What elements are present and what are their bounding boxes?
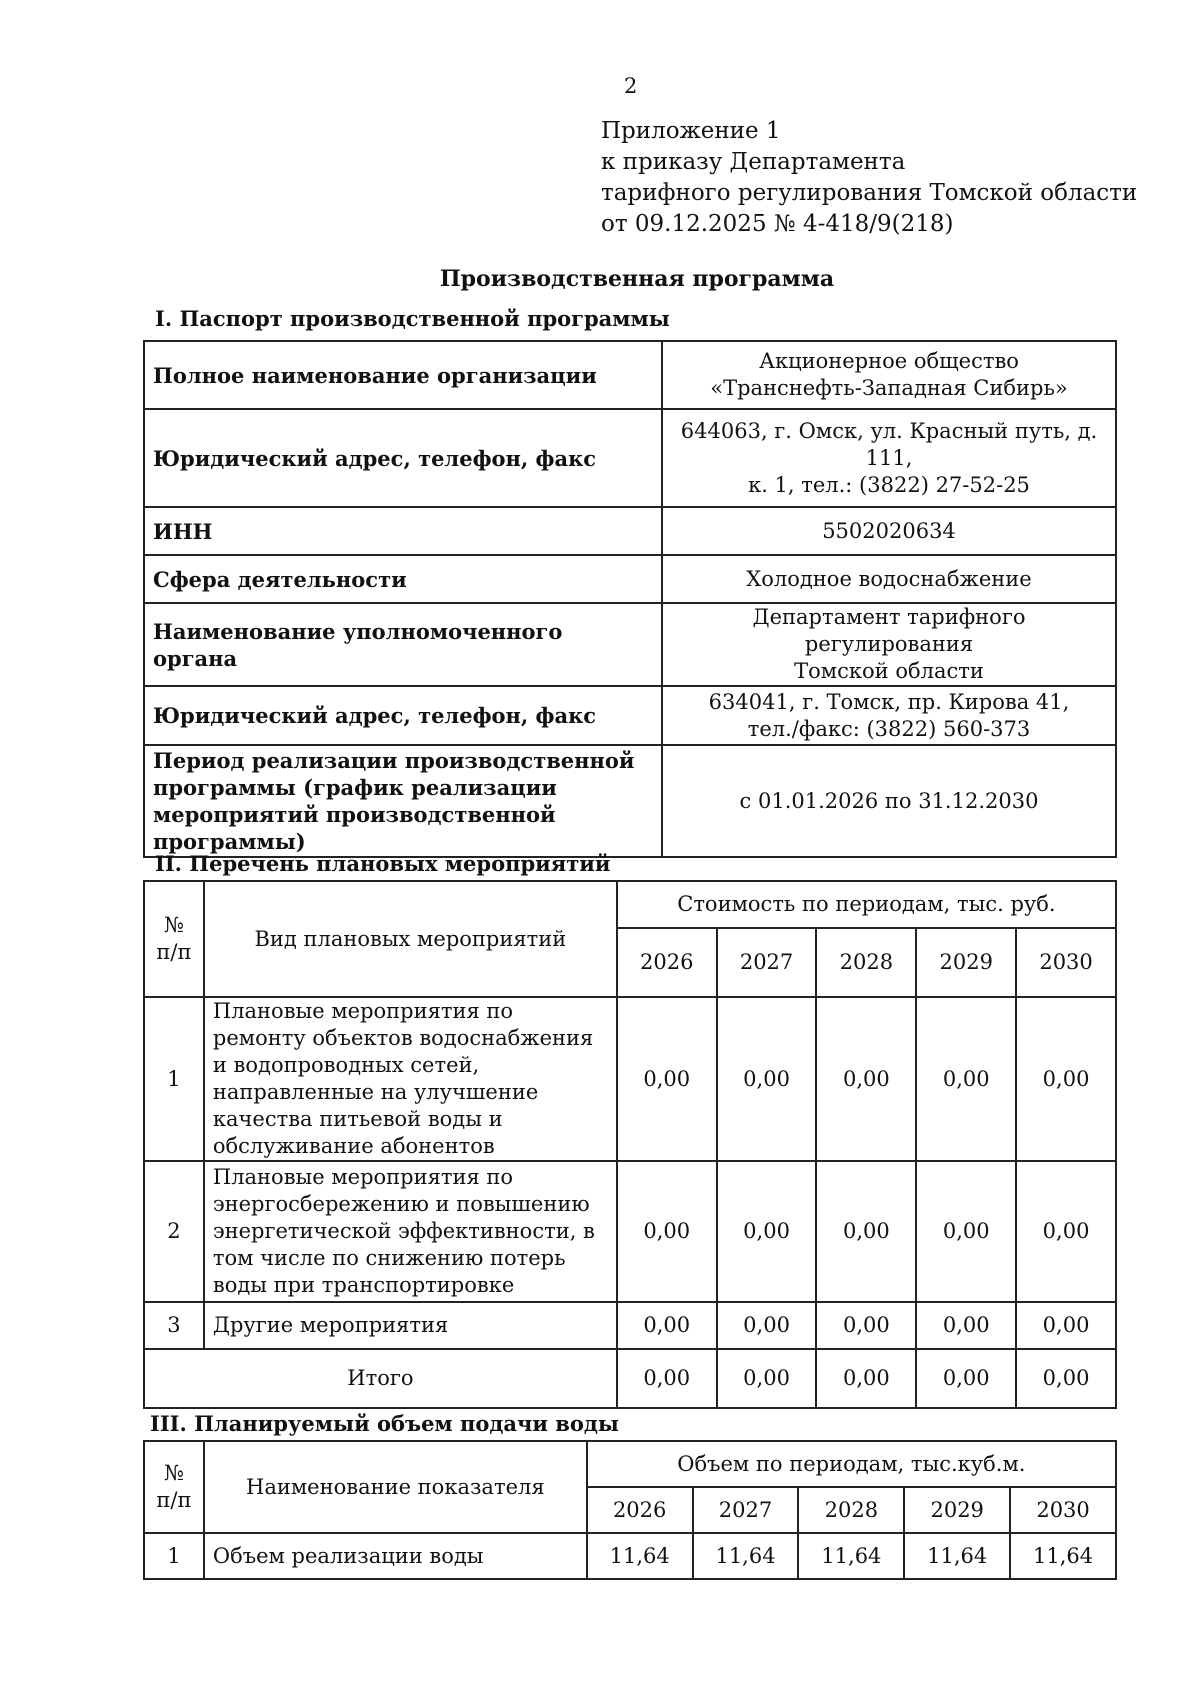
table-header-row (144, 881, 1116, 928)
column-header-cost: Стоимость по периодам, тыс. руб. (617, 881, 1116, 928)
appendix-line: Приложение 1 (601, 118, 781, 144)
cost-cell: 0,00 (816, 997, 916, 1161)
passport-label: Полное наименование организации (144, 341, 662, 409)
table-row (144, 745, 1116, 857)
year-header: 2026 (617, 928, 717, 997)
total-cell: 0,00 (717, 1349, 817, 1408)
passport-label: Наименование уполномоченного органа (144, 603, 662, 686)
passport-table (143, 340, 1117, 858)
cost-cell: 0,00 (916, 997, 1016, 1161)
row-number: 2 (144, 1161, 204, 1302)
cost-cell: 0,00 (816, 1302, 916, 1349)
column-header-number: № п/п (144, 1441, 204, 1533)
cost-cell: 0,00 (916, 1161, 1016, 1302)
appendix-line: к приказу Департамента (601, 149, 906, 175)
year-header: 2028 (798, 1487, 904, 1533)
passport-value: 5502020634 (662, 507, 1116, 555)
volume-cell: 11,64 (1010, 1533, 1116, 1579)
year-header: 2029 (916, 928, 1016, 997)
table-row (144, 507, 1116, 555)
year-header: 2030 (1010, 1487, 1116, 1533)
cost-cell: 0,00 (617, 1161, 717, 1302)
value-line: «Транснефть-Западная Сибирь» (710, 376, 1068, 400)
table-row (144, 555, 1116, 603)
passport-value (662, 603, 1116, 686)
row-description: Плановые мероприятия по ремонту объектов водоснабжения и водопроводных сетей, направленные на улучшение качества питьевой воды и обслуживание абонентов (204, 997, 617, 1161)
passport-label: Юридический адрес, телефон, факс (144, 409, 662, 507)
section-2-title: II. Перечень плановых мероприятий (155, 851, 611, 876)
value-line: к. 1, тел.: (3822) 27-52-25 (748, 472, 1030, 497)
appendix-block (601, 116, 1137, 240)
table-total-row (144, 1349, 1116, 1408)
row-description: Плановые мероприятия по энергосбережению и повышению энергетической эффективности, в том числе по снижению потерь воды при транспортировке (204, 1161, 617, 1302)
column-header-description: Вид плановых мероприятий (204, 881, 617, 997)
cost-cell: 0,00 (617, 1302, 717, 1349)
cost-cell: 0,00 (916, 1302, 1016, 1349)
year-header: 2030 (1016, 928, 1116, 997)
page-number: 2 (624, 74, 638, 98)
planned-measures-table (143, 880, 1117, 1409)
passport-value (662, 341, 1116, 409)
table-row (144, 997, 1116, 1161)
table-row (144, 686, 1116, 745)
passport-label: Сфера деятельности (144, 555, 662, 603)
value-line: 644063, г. Омск, ул. Красный путь, д. 111, (680, 418, 1098, 470)
cost-cell: 0,00 (1016, 997, 1116, 1161)
appendix-line: от 09.12.2025 № 4-418/9(218) (601, 211, 954, 237)
column-header-volume: Объем по периодам, тыс.куб.м. (587, 1441, 1116, 1487)
year-header: 2027 (717, 928, 817, 997)
row-number: 1 (144, 997, 204, 1161)
cost-cell: 0,00 (617, 997, 717, 1161)
table-row (144, 409, 1116, 507)
table-row (144, 1161, 1116, 1302)
volume-cell: 11,64 (904, 1533, 1010, 1579)
year-header: 2027 (693, 1487, 799, 1533)
passport-value (662, 409, 1116, 507)
cost-cell: 0,00 (816, 1161, 916, 1302)
value-line: Акционерное общество (759, 349, 1019, 373)
year-header: 2026 (587, 1487, 693, 1533)
cost-cell: 0,00 (1016, 1161, 1116, 1302)
passport-label: Юридический адрес, телефон, факс (144, 686, 662, 745)
table-row (144, 603, 1116, 686)
column-header-number: № п/п (144, 881, 204, 997)
table-row (144, 1302, 1116, 1349)
value-line: 634041, г. Томск, пр. Кирова 41, (708, 689, 1070, 714)
cost-cell: 0,00 (717, 997, 817, 1161)
row-description: Объем реализации воды (204, 1533, 587, 1579)
year-header: 2028 (816, 928, 916, 997)
appendix-line: тарифного регулирования Томской области (601, 180, 1138, 206)
passport-value: Холодное водоснабжение (662, 555, 1116, 603)
row-description: Другие мероприятия (204, 1302, 617, 1349)
cost-cell: 0,00 (1016, 1302, 1116, 1349)
row-number: 3 (144, 1302, 204, 1349)
section-3-title: III. Планируемый объем подачи воды (150, 1411, 619, 1436)
year-header: 2029 (904, 1487, 1010, 1533)
passport-label: Период реализации производственной программы (график реализации мероприятий производственной программы) (144, 745, 662, 857)
cost-cell: 0,00 (717, 1161, 817, 1302)
value-line: Департамент тарифного регулирования (752, 605, 1026, 656)
volume-cell: 11,64 (798, 1533, 904, 1579)
total-cell: 0,00 (1016, 1349, 1116, 1408)
total-cell: 0,00 (617, 1349, 717, 1408)
passport-label: ИНН (144, 507, 662, 555)
volume-cell: 11,64 (587, 1533, 693, 1579)
water-volume-table (143, 1440, 1117, 1580)
column-header-indicator: Наименование показателя (204, 1441, 587, 1533)
total-cell: 0,00 (816, 1349, 916, 1408)
cost-cell: 0,00 (717, 1302, 817, 1349)
value-line: тел./факс: (3822) 560-373 (747, 716, 1031, 741)
total-label: Итого (144, 1349, 617, 1408)
section-1-title: I. Паспорт производственной программы (155, 306, 670, 331)
table-row (144, 341, 1116, 409)
passport-value (662, 686, 1116, 745)
document-title: Производственная программа (439, 266, 835, 292)
table-header-row (144, 1441, 1116, 1487)
volume-cell: 11,64 (693, 1533, 799, 1579)
table-row (144, 1533, 1116, 1579)
total-cell: 0,00 (916, 1349, 1016, 1408)
value-line: Томской области (794, 659, 984, 683)
row-number: 1 (144, 1533, 204, 1579)
passport-value: с 01.01.2026 по 31.12.2030 (662, 745, 1116, 857)
